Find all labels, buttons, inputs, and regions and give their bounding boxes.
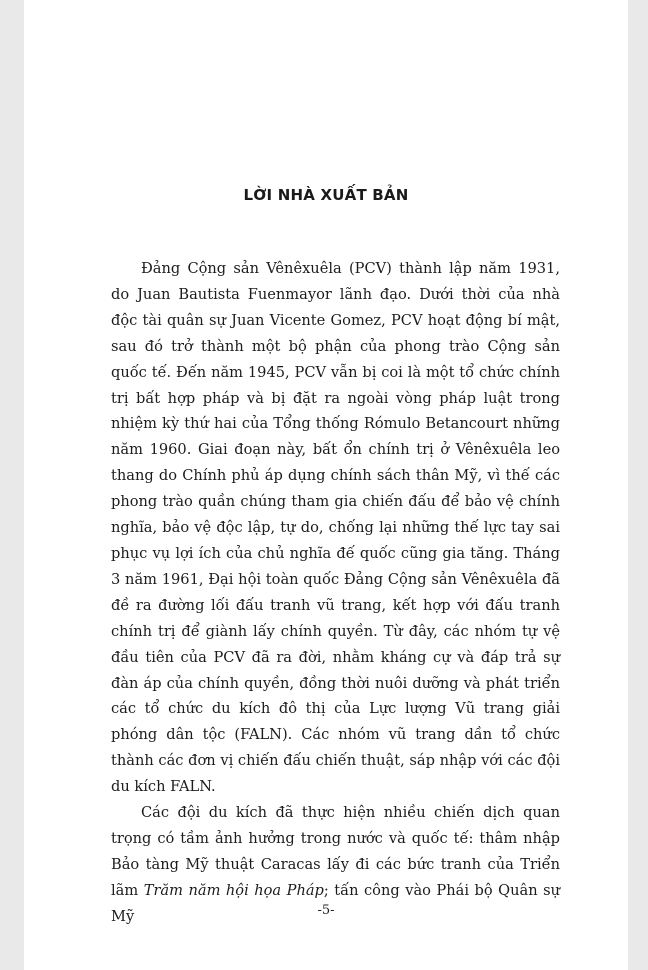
book-page: [24, 0, 628, 970]
paragraph-2-text-end: ; tấn công vào Phái bộ Quân sự Mỹ: [111, 881, 560, 925]
page-number: -5-: [317, 903, 335, 918]
page-title: LỜI NHÀ XUẤT BẢN: [243, 186, 409, 204]
exhibition-title: Trăm năm hội họa Pháp: [143, 881, 324, 899]
paragraph-1: Đảng Cộng sản Vênêxuêla (PCV) thành lập năm 1931, do Juan Bautista Fuenmayor lãnh đạo. Dưới thời của nhà độc tài quân sự Juan Vicente Gomez, PCV hoạt động bí mật, sau đó trở thành một bộ phận của phong trào Cộng sản quốc tế. Đến năm 1945, PCV vẫn bị coi là một tổ chức chính trị bất hợp pháp và bị đặt ra ngoài vòng pháp luật trong nhiệm kỳ thứ hai của Tổng thống Rómulo Betancourt những năm 1960. Giai đoạn này, bất ổn chính trị ở Vênêxuêla leo thang do Chính phủ áp dụng chính sách thân Mỹ, vì thế các phong trào quần chúng tham gia chiến đấu để bảo vệ chính nghĩa, bảo vệ độc lập, tự do, chống lại những thế lực tay sai phục vụ lợi ích của chủ nghĩa đế quốc cũng gia tăng. Tháng 3 năm 1961, Đại hội toàn quốc Đảng Cộng sản Vênêxuêla đã đề ra đường lối đấu tranh vũ trang, kết hợp với đấu tranh chính trị để giành lấy chính quyền. Từ đây, các nhóm tự vệ đầu tiên của PCV đã ra đời, nhằm kháng cự và đáp trả sự đàn áp của chính quyền, đồng thời nuôi dưỡng và phát triển các tổ chức du kích đô thị của Lực lượng Vũ trang giải phóng dân tộc (FALN). Các nhóm vũ trang dần tổ chức thành các đơn vị chiến đấu chiến thuật, sáp nhập với các đội du kích FALN.: [111, 260, 560, 796]
paragraph-2-text: Các đội du kích đã thực hiện nhiều chiến dịch quan trọng có tầm ảnh hưởng trong nước và quốc tế: thâm nhập Bảo tàng Mỹ thuật Caracas lấy đi các bức tranh của Triển lãm: [111, 804, 560, 899]
body-text: [111, 256, 560, 930]
